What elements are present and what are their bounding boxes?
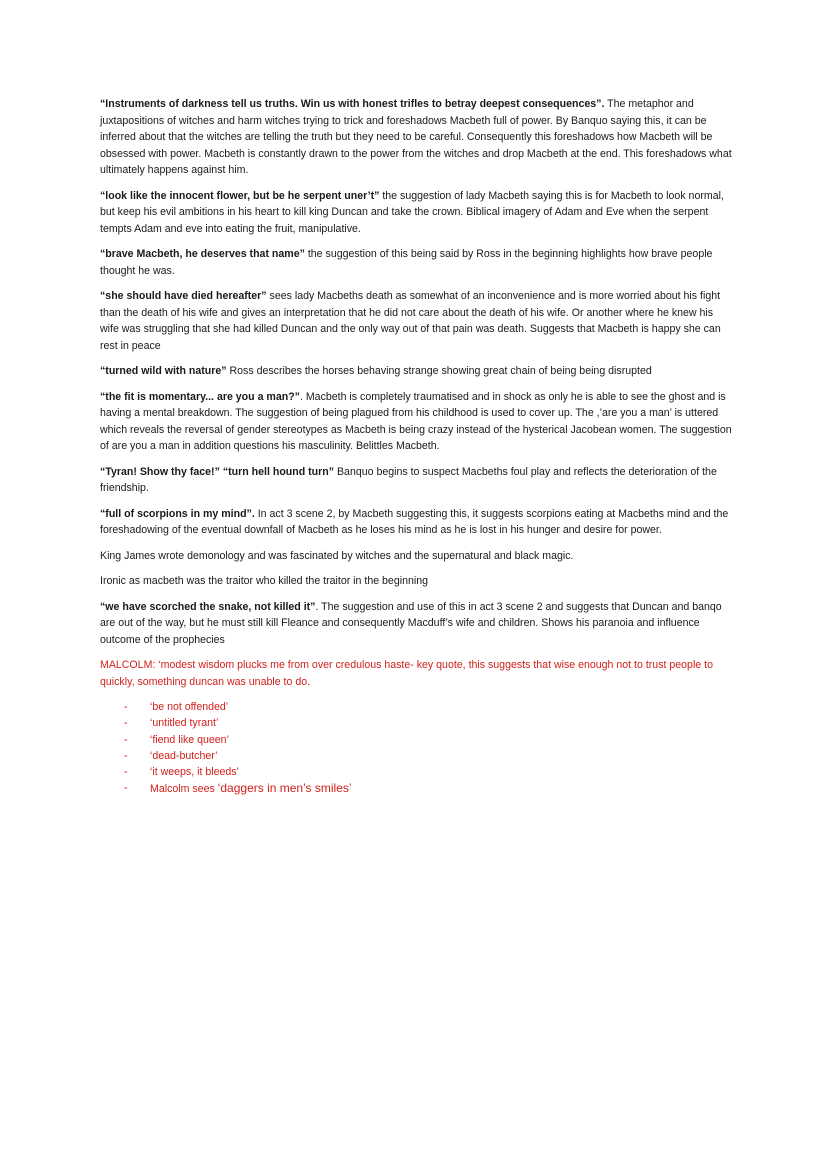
malcolm-note: MALCOLM: ‘modest wisdom plucks me from over credulous haste- key quote, this suggests that wise enough not to trust people to quickly, something duncan was unable to do. [100,659,713,688]
quote-list [100,699,732,798]
paragraph-scorched-snake [100,599,732,649]
analysis-text: Ross describes the horses behaving strange showing great chain of being being disrupted [226,365,652,377]
analysis-text: . Macbeth is completely traumatised and in shock as only he is able to see the ghost and is having a mental breakdown. The suggestion of being plagued from his childhood is used to cover up. The ,’are you a man’ is uttered which reveals the reversal of gender stereotypes as Macbeth is being crazy instead of the hysterical Jacobean women. The suggestion of are you a man in addition questions his masculinity. Belittles Macbeth. [100,390,732,452]
paragraph-king-james [100,548,732,565]
list-item [100,748,732,764]
analysis-text: In act 3 scene 2, by Macbeth suggesting this, it suggests scorpions eating at Macbeths mind and the foreshadowing of the eventual downfall of Macbeth as he loses his mind as he is lost in his hunger and desire for power. [100,507,729,536]
quote: “Tyran! Show thy face!” “turn hell hound turn” [100,465,335,478]
bullet-dash: - [124,717,128,730]
analysis-text: . The suggestion and use of this in act 3 scene 2 and suggests that Duncan and banqo are out of the way, but he must still kill Fleance and consequently Macduff’s wife and children. Shows his paranoia and influence outcome of the prophecies [100,600,722,646]
quote: “we have scorched the snake, not killed it” [100,600,316,613]
list-item-text: ‘be not offended’ [150,701,229,713]
list-item [100,715,732,731]
paragraph-instruments [100,96,732,179]
list-item-text: ‘untitled tyrant’ [150,717,219,730]
list-item-text: ‘fiend like queen’ [150,733,229,746]
list-item [100,699,732,715]
bullet-dash: - [124,701,128,713]
analysis-text: Ironic as macbeth was the traitor who killed the traitor in the beginning [100,575,428,587]
bullet-dash: - [124,749,128,762]
quote: “look like the innocent flower, but be he serpent uner’t” [100,189,380,202]
list-item [100,764,732,780]
list-item [100,732,732,748]
paragraph-tyran [100,464,732,497]
daggers-quote: ‘daggers in men’s smiles’ [217,781,352,796]
quote: “turned wild with nature” [100,365,227,377]
document-page [100,96,732,798]
analysis-text: King James wrote demonology and was fascinated by witches and the supernatural and black magic. [100,549,574,562]
quote: “brave Macbeth, he deserves that name” [100,248,305,260]
paragraph-fit-momentary [100,389,732,455]
quote: “full of scorpions in my mind”. [100,507,255,520]
list-item-text: ‘it weeps, it bleeds’ [150,766,239,779]
paragraph-innocent-flower [100,188,732,238]
paragraph-brave-macbeth [100,246,732,279]
bullet-dash: - [124,782,128,795]
analysis-text: the suggestion of this being said by Ross in the beginning highlights how brave people thought he was. [100,248,713,277]
analysis-text: The metaphor and juxtapositions of witches and harm witches trying to trick and foreshadows Macbeth full of power. By Banquo saying this, it can be inferred about that the witches are telling the truth but they need to be careful. Consequently this foreshadows how Macbeth will be obsessed with power. Macbeth is constantly drawn to the power from the witches and drop Macbeth at the end. This foreshadows what ultimately happens against him. [100,98,732,176]
quote: “Instruments of darkness tell us truths. Win us with honest trifles to betray deepest consequences”. [100,98,605,110]
bullet-dash: - [124,733,128,746]
paragraph-died-hereafter [100,288,732,354]
list-item [100,780,732,797]
analysis-text: the suggestion of lady Macbeth saying this is for Macbeth to look normal, but keep his evil ambitions in his heart to kill king Duncan and take the crown. Biblical imagery of Adam and Eve when the serpent tempts Adam and eve into eating the fruit, manipulative. [100,189,724,235]
quote: “the fit is momentary... are you a man?” [100,390,300,403]
list-item-text: Malcolm sees [150,783,218,796]
bullet-dash: - [124,766,128,779]
paragraph-scorpions [100,506,732,539]
paragraph-ironic [100,573,732,590]
list-item-text: ‘dead-butcher’ [150,749,218,762]
quote: “she should have died hereafter” [100,290,267,302]
paragraph-wild-nature [100,363,732,380]
analysis-text: Banquo begins to suspect Macbeths foul play and reflects the deterioration of the friendship. [100,465,717,494]
analysis-text: sees lady Macbeths death as somewhat of an inconvenience and is more worried about his fight than the death of his wife and gives an interpretation that he did not care about the death of his wife. Or another where he knew his wife was struggling that she had killed Duncan and the only way out of that pain was death. Suggests that Macbeth is happy she can rest in peace [100,290,721,352]
